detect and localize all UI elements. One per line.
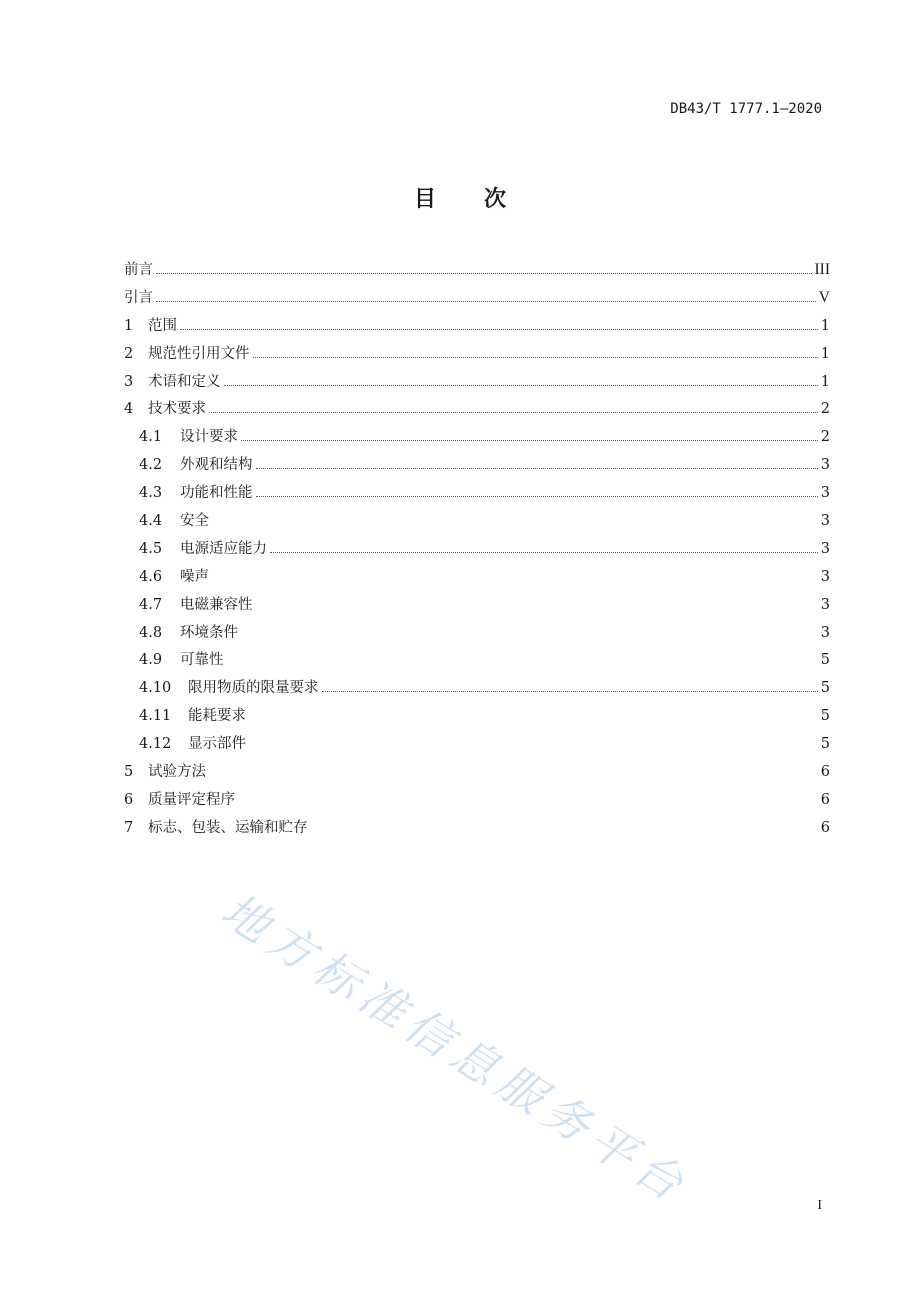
toc-entry-number: 4.6 [139,568,163,585]
toc-entry-label: 范围 [148,317,177,334]
toc-leader-dots [253,356,818,358]
toc-entry[interactable] [124,509,830,537]
toc-entry-page: 2 [820,429,830,446]
toc-entry-label: 外观和结构 [180,457,253,474]
toc-entry-number: 4.8 [139,624,163,641]
toc-leader-dots [209,775,818,776]
toc-entry-page: 6 [820,791,830,808]
toc-leader-dots [322,690,818,692]
toc-entry-number: 4.9 [139,652,163,669]
toc-leader-dots [212,580,818,581]
toc-entry[interactable] [124,593,830,621]
toc-entry-page: 5 [820,708,830,725]
toc-entry-label: 限用物质的限量要求 [188,680,319,697]
toc-leader-dots [249,719,818,720]
toc-leader-dots [311,831,818,832]
watermark: 地方标准信息服务平台 [212,882,699,1215]
toc-entry-label: 规范性引用文件 [148,345,250,362]
toc-entry[interactable] [124,425,830,453]
toc-entry[interactable] [124,258,830,286]
toc-leader-dots [256,467,818,469]
toc-entry-label: 质量评定程序 [148,791,235,808]
toc-leader-dots [209,411,818,413]
toc-entry-label: 标志、包装、运输和贮存 [148,819,308,836]
toc-entry-page: 3 [820,485,830,502]
toc-entry-page: 1 [820,373,830,390]
toc-leader-dots [241,439,818,441]
toc-entry-page: 5 [820,736,830,753]
toc-entry-number: 4.12 [139,736,172,753]
toc-entry-page: 2 [820,401,830,418]
footer-page-number: I [817,1198,822,1213]
toc-entry-page: 6 [820,819,830,836]
toc-leader-dots [156,300,816,302]
toc-entry-label: 可靠性 [180,652,224,669]
toc-entry-label: 噪声 [180,568,209,585]
toc-leader-dots [256,608,818,609]
toc-entry-number: 4.4 [139,513,163,530]
toc-entry[interactable] [124,816,830,844]
toc-leader-dots [227,663,818,664]
toc-entry[interactable] [124,565,830,593]
toc-title-right: 次 [484,187,507,212]
toc-entry[interactable] [124,648,830,676]
toc-entry-page: 3 [820,540,830,557]
toc-leader-dots [256,495,818,497]
toc-entry-page: 3 [820,513,830,530]
toc-entry-page: III [814,261,830,278]
toc-entry-page: 5 [820,652,830,669]
toc-entry[interactable] [124,788,830,816]
toc-entry[interactable] [124,621,830,649]
toc-entry-label: 前言 [124,262,153,278]
toc-entry-page: 5 [820,680,830,697]
toc-entry-page: 3 [820,596,830,613]
toc-entry-number: 4.10 [139,680,172,697]
toc-entry-label: 引言 [124,289,153,306]
toc-entry-label: 试验方法 [148,764,206,781]
toc-entry-label: 环境条件 [180,624,238,641]
toc-entry[interactable] [124,453,830,481]
toc-entry-label: 技术要求 [148,401,206,418]
toc-entry-label: 安全 [180,513,209,530]
toc-entry[interactable] [124,704,830,732]
toc-entry[interactable] [124,342,830,370]
toc-entry-number: 4.5 [139,540,163,557]
toc-entry[interactable] [124,370,830,398]
toc-entry[interactable] [124,286,830,314]
toc-entry-label: 能耗要求 [188,708,246,725]
toc-entry-number: 4.3 [139,485,163,502]
toc-entry[interactable] [124,676,830,704]
toc-title [0,182,920,213]
toc-leader-dots [238,803,818,804]
toc-entry[interactable] [124,397,830,425]
toc-entry-label: 功能和性能 [180,485,253,502]
toc-entry-label: 设计要求 [180,429,238,446]
toc-entry-number: 2 [124,345,134,362]
toc-entry-number: 4.7 [139,596,163,613]
toc-entry[interactable] [124,760,830,788]
toc-leader-dots [156,272,812,274]
toc-title-left: 目 [413,187,436,212]
toc-entry-label: 术语和定义 [148,373,221,390]
toc-entry-page: 3 [820,457,830,474]
toc-entry-number: 6 [124,791,134,808]
toc-leader-dots [224,384,818,386]
toc-entry[interactable] [124,314,830,342]
document-code: DB43/T 1777.1—2020 [670,101,822,117]
toc-leader-dots [241,636,818,637]
toc-entry-number: 4.11 [139,708,172,725]
toc-entry-page: 3 [820,624,830,641]
toc-entry-page: V [818,288,830,306]
toc-entry-label: 显示部件 [188,736,246,753]
toc-leader-dots [270,551,818,553]
toc-entry[interactable] [124,481,830,509]
toc-leader-dots [212,524,818,525]
toc-entry-page: 3 [820,568,830,585]
toc-entry[interactable] [124,537,830,565]
toc-entry-label: 电磁兼容性 [180,596,253,613]
toc-entry-number: 4.2 [139,457,163,474]
toc-entry-page: 1 [820,345,830,362]
toc-entry-number: 4 [124,401,134,418]
toc-entry-label: 电源适应能力 [180,540,267,557]
toc-entry-number: 7 [124,819,134,836]
toc-entry[interactable] [124,732,830,760]
toc-entry-page: 1 [820,317,830,334]
toc-entry-number: 4.1 [139,429,163,446]
toc-leader-dots [249,747,818,748]
toc-entry-number: 1 [124,317,134,334]
toc-entry-page: 6 [820,764,830,781]
table-of-contents [124,258,830,844]
toc-entry-number: 3 [124,373,134,390]
toc-leader-dots [180,328,818,330]
toc-entry-number: 5 [124,764,134,781]
